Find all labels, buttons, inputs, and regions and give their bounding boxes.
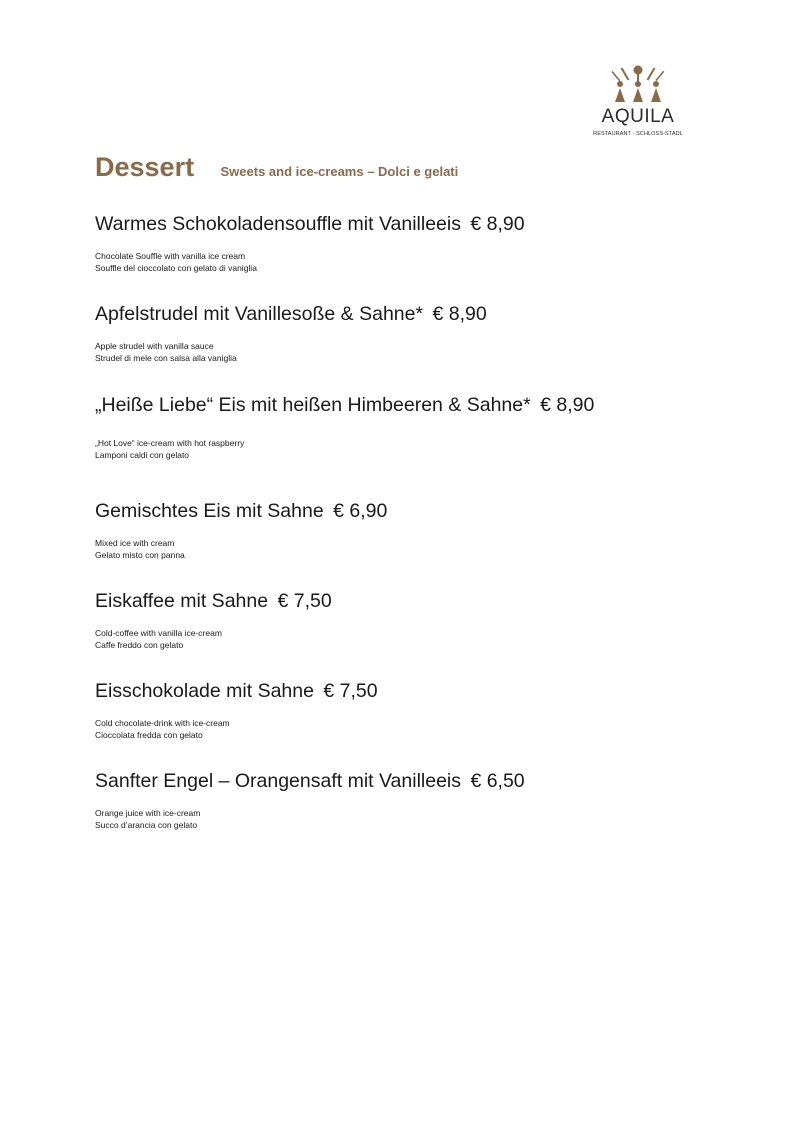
item-description-en: „Hot Love“ ice-cream with hot raspberry: [95, 438, 245, 448]
item-name: [95, 589, 332, 613]
restaurant-logo: [588, 64, 688, 144]
item-title: Eisschokolade mit Sahne: [95, 680, 314, 702]
item-price: € 8,90: [427, 303, 487, 325]
item-title: Warmes Schokoladensouffle mit Vanilleeis: [95, 213, 461, 235]
logo-name: AQUILA: [601, 106, 675, 127]
item-name: [95, 302, 487, 326]
item-description-en: Apple strudel with vanilla sauce: [95, 341, 214, 351]
item-name: [95, 679, 378, 703]
item-description-it: Souffle del cioccolato con gelato di vaniglia: [95, 263, 257, 273]
item-title: Apfelstrudel mit Vanillesoße & Sahne*: [95, 303, 424, 325]
item-price: € 7,50: [277, 590, 332, 612]
section-subtitle: Sweets and ice-creams – Dolci e gelati: [220, 164, 459, 179]
item-description-it: Succo d’arancia con gelato: [95, 820, 198, 830]
item-description-it: Strudel di mele con salsa alla vaniglia: [95, 353, 237, 363]
item-description-it: Cioccolata fredda con gelato: [95, 730, 203, 740]
chef-figures-icon: [606, 64, 670, 104]
menu-item: [95, 769, 525, 831]
menu-item: [95, 212, 525, 274]
item-description-en: Cold-coffee with vanilla ice-cream: [95, 628, 222, 638]
menu-item: [95, 499, 387, 561]
menu-item: [95, 302, 487, 364]
item-name: [95, 499, 387, 523]
menu-item: [95, 589, 332, 651]
menu-item: [95, 679, 378, 741]
item-name: [95, 393, 594, 417]
item-name: [95, 769, 525, 793]
item-description-en: Cold chocolate-drink with ice-cream: [95, 718, 230, 728]
item-price: € 8,90: [470, 213, 525, 235]
section-header: [95, 152, 458, 183]
item-title: Eiskaffee mit Sahne: [95, 590, 269, 612]
item-price: € 6,50: [470, 770, 525, 792]
item-description-en: Mixed ice with cream: [95, 538, 175, 548]
item-description-it: Lamponi caldi con gelato: [95, 450, 190, 460]
item-description-it: Gelato misto con panna: [95, 550, 185, 560]
item-price: € 8,90: [540, 394, 595, 416]
item-title: Gemischtes Eis mit Sahne: [95, 500, 324, 522]
item-title: Sanfter Engel – Orangensaft mit Vanilleeis: [95, 770, 462, 792]
item-price: € 7,50: [323, 680, 378, 702]
section-title: Dessert: [95, 152, 195, 182]
item-name: [95, 212, 525, 236]
item-title: „Heiße Liebe“ Eis mit heißen Himbeeren & Sahne*: [95, 394, 531, 416]
menu-item: [95, 393, 594, 461]
item-price: € 6,90: [333, 500, 388, 522]
item-description-en: Chocolate Souffle with vanilla ice cream: [95, 251, 246, 261]
item-description-it: Caffe freddo con gelato: [95, 640, 184, 650]
logo-subtitle: RESTAURANT · SCHLOSS-STADL: [593, 131, 683, 137]
item-description-en: Orange juice with ice-cream: [95, 808, 201, 818]
